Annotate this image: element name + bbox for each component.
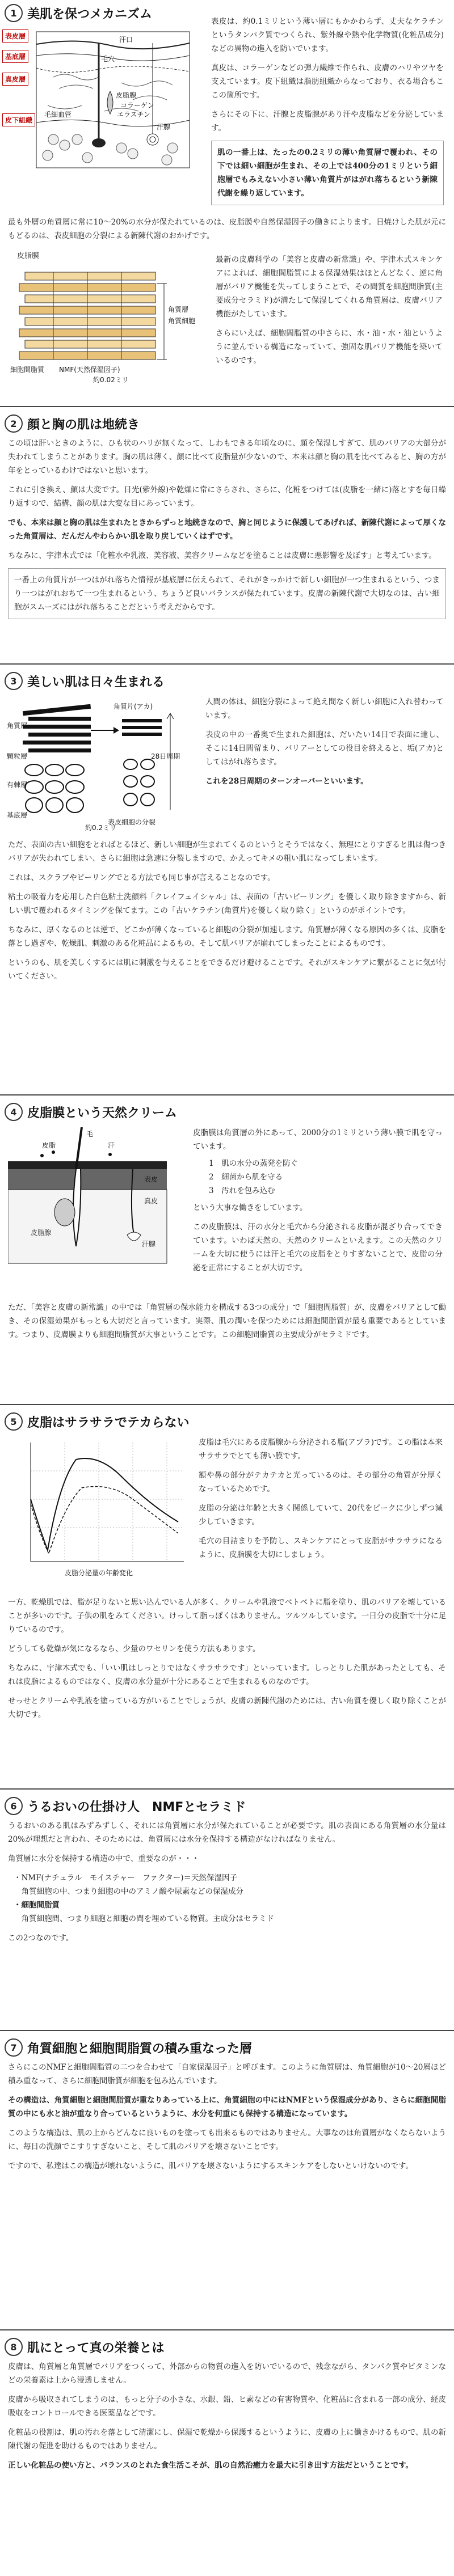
paragraph: 一方、乾燥肌では、脂が足りないと思い込んでいる人が多く、クリームや乳液でベトベトに脂を塗り、肌のバリアを壊していることが多いのです。子供の肌をみてください。けっして脂っぽくはありません。ツルツルしています。一日分の皮脂で十分に足りているのです。 bbox=[8, 1598, 446, 1634]
paragraph: 皮膚は、角質層と角質層でバリアをつくって、外部からの物質の進入を防いでいるので、残念ながら、タンパク質やビタミンなどの栄養素は上から浸透しません。 bbox=[8, 2362, 446, 2385]
function-list bbox=[193, 1157, 443, 1198]
s3-body bbox=[0, 838, 454, 989]
section-number: 8 bbox=[5, 2338, 23, 2356]
divider bbox=[0, 406, 454, 407]
paragraph: ただ、表面の古い細胞をとればとるほど、新しい細胞が生まれてくるのというとそうではなく、無理にとりすぎると肌は傷つきバリアが失われてしまい、さらに細胞は急速に分裂しますので、かえってキメの粗い肌になってしまいます。 bbox=[8, 840, 446, 863]
divider bbox=[0, 663, 454, 665]
paragraph: 表皮は、約0.1ミリという薄い層にもかかわらず、丈夫なケラチンというタンパク質でつくられ、紫外線や熱や化学物質(化粧品成分)などの異物の進入を防いでいます。 bbox=[211, 17, 444, 53]
paragraph: 表皮の中の一番奥で生まれた細胞は、だいたい14日で表面に達し、そこに14日間留まり、バリアーとしての役目を終えると、垢(アカ)としてはがれ落ちます。 bbox=[205, 730, 444, 767]
paragraph: さらにこのNMFと細胞間脂質の二つを合わせて「自家保湿因子」と呼びます。このように角質層は、角質細胞が10〜20層ほど積み重なって、さらに細胞間脂質が細胞を包み込んでいます。 bbox=[8, 2063, 446, 2086]
section-title: 角質細胞と細胞間脂質の積み重なった層 bbox=[27, 2041, 253, 2056]
list-item: ・NMF(ナチュラル モイスチャー ファクター)＝天然保湿因子 bbox=[14, 1873, 237, 1883]
paragraph: 粘土の吸着力を応用した白色粘土洗顔料「クレイフェイシャル」は、表面の「古いピーリング」を優しく取り除きますから、新しい肌で覆われるタイミングを保てます。この「古いケラチン(角質片)を優しく取り除く」というのがポイントです。 bbox=[8, 892, 446, 915]
label-nmf: NMF(天然保湿因子) bbox=[59, 366, 120, 374]
paragraph: これを28日周期のターンオーバーといいます。 bbox=[205, 777, 368, 786]
s5-side-text bbox=[199, 1436, 443, 1562]
paragraph: 最新の皮膚科学の「美容と皮膚の新常識」や、宇津木式スキンケアによれば、細胞間脂質による保湿効果はほとんどなく、逆に角層がバリア機能を失ってしまうことで、その間質を細胞間脂質(主要成分セラミド)が満たして保湿してくれる角質層は、皮膚バリア機能がたしています。 bbox=[216, 255, 443, 319]
section-header bbox=[0, 1793, 454, 1819]
paragraph: ちなみに、宇津木式でも、「いい肌はしっとりではなくサラサラです」といっています。しっとりした肌があったとしても、それは皮脂によるものではなく、皮膚の水分量が十分にあることで生まれるものなのです。 bbox=[8, 1664, 446, 1686]
section-3 bbox=[0, 668, 454, 981]
label-thickness: 約0.2ミリ bbox=[85, 824, 117, 832]
tag-basal-layer: 基底層 bbox=[2, 50, 28, 63]
paragraph: うるおいのある肌はみずみずしく、それには角質層に水分が保たれていることが必要です。肌の表面にある角質層の水分量は20%が理想だと言われ、そのためには、角質層には水分を保持する構造がなければなりません。 bbox=[8, 1821, 446, 1844]
label-corneocyte: 角質細胞 bbox=[168, 317, 196, 325]
section-title: うるおいの仕掛け人 NMFとセラミド bbox=[27, 1800, 246, 1814]
paragraph: どうしても乾燥が気になるなら、少量のワセリンを使う方法もあります。 bbox=[8, 1644, 260, 1653]
label-hair: 毛 bbox=[86, 1130, 94, 1138]
label-sebaceous-gland: 皮脂腺 bbox=[116, 91, 137, 99]
label-elastin: エラスチン bbox=[117, 111, 150, 119]
paragraph: 角質層に水分を保持する構造の中で、重要なのが・・・ bbox=[8, 1854, 200, 1863]
s5-body bbox=[0, 1596, 454, 1727]
highlight-box: 肌の一番上は、たったの0.2ミリの薄い角質層で覆われ、その下では細い細胞が生まれ、その上では400分の1ミリという細胞層でもみえない小さい薄い角質片がはがれ落ちるという新陳代謝を繰り返しています。 bbox=[211, 141, 444, 205]
paragraph: 皮膚から吸収されてしまうのは、もっと分子の小さな、水銀、鉛、ヒ素などの有害物質や、化粧品に含まれる一部の成分、経皮吸収をコントロールできる医薬品などです。 bbox=[8, 2395, 446, 2418]
s4-side-text bbox=[193, 1126, 443, 1275]
section-5 bbox=[0, 1408, 454, 1719]
label-thickness: 約0.02ミリ bbox=[93, 376, 129, 384]
list-item: 2 細菌から肌を守る bbox=[209, 1173, 283, 1182]
label-flake: 角質片(アカ) bbox=[114, 703, 153, 710]
paragraph: この頃は肝いときのように、ひも状のハリが無くなって、しわもできる年頃なのに、顔を保湿しすぎて、肌のバリアの大部分が失われてしまうことがあります。胸の肌は薄く、顔に比べて皮脂量が少ないので、本来は顔と胸の肌を比べてみると、胸の方が年をとっているわけではないと思います。 bbox=[8, 439, 446, 475]
section-8 bbox=[0, 2334, 454, 2478]
divider bbox=[0, 1788, 454, 1790]
label-epidermis: 表皮 bbox=[144, 1175, 158, 1183]
s3-side-text bbox=[205, 695, 444, 788]
label-collagen: コラーゲン bbox=[120, 101, 154, 109]
skin-cross-section-illustration bbox=[31, 26, 201, 174]
paragraph: 額や鼻の部分がテカテカと光っているのは、その部分の角質が分厚くなっているためです。 bbox=[199, 1471, 443, 1494]
list-item: 角質細胞の中、つまり細胞の中のアミノ酸や尿素などの保湿成分 bbox=[14, 1887, 243, 1896]
s1-side-text-2 bbox=[216, 253, 443, 367]
label-spinous-layer: 有棘層 bbox=[7, 781, 28, 789]
label-sebaceous-gland: 皮脂腺 bbox=[31, 1229, 52, 1237]
section-1 bbox=[0, 0, 454, 384]
section-title: 美肌を保つメカニズム bbox=[27, 7, 153, 22]
paragraph: 人間の体は、細胞分裂によって絶え間なく新しい細胞に入れ替わっています。 bbox=[205, 697, 444, 720]
list-item: ・細胞間脂質 bbox=[14, 1901, 60, 1910]
label-28-day-cycle: 28日周期 bbox=[151, 752, 180, 760]
paragraph: ちなみに、厚くなるのとは逆で、どこかが薄くなっていると細胞の分裂が加速します。角質層が薄くなる原因の多くは、皮脂を落とし過ぎや、乾燥肌、刺激のある化粧品によるもの、そして肌バリアが崩れてしまったことによるものです。 bbox=[8, 925, 446, 948]
section-header bbox=[0, 1408, 454, 1435]
label-dermis: 真皮 bbox=[144, 1197, 158, 1205]
label-basal-layer: 基底層 bbox=[7, 811, 28, 819]
paragraph: 正しい化粧品の使い方と、バランスのとれた食生活こそが、肌の自然治癒力を最大に引き出す方法だということです。 bbox=[8, 2461, 414, 2470]
section-header bbox=[0, 411, 454, 437]
tag-epidermis: 表皮層 bbox=[2, 29, 28, 43]
section-title: 肌にとって真の栄養とは bbox=[27, 2341, 165, 2355]
sebum-film-illustration bbox=[8, 1127, 178, 1269]
section-number: 6 bbox=[5, 1797, 23, 1815]
paragraph: ちなみに、宇津木式では「化粧水や乳液、美容液、美容クリームなどを塗ることは皮膚に悪影響を及ぼす」と考えています。 bbox=[8, 551, 436, 560]
label-sweat-gland: 汗腺 bbox=[142, 1240, 156, 1248]
section-header bbox=[0, 1099, 454, 1125]
paragraph: 毛穴の目詰まりを予防し、スキンケアにとって皮脂がサラサラになるように、皮脂膜を大切にしましょう。 bbox=[199, 1537, 443, 1559]
paragraph: 皮脂の分泌は年齢と大きく関係していて、20代をピークに少しずつ減少していきます。 bbox=[199, 1504, 443, 1526]
section-number: 7 bbox=[5, 2038, 23, 2057]
paragraph: ただ、「美容と皮膚の新常識」の中では「角質層の保水能力を構成する3つの成分」で「細胞間脂質」が、皮膚をバリアとして働き、その保湿効果がもっとも大切だと言っています。実際、肌の潤いを保つためには細胞間脂質が最も重要であるとしています。つまり、皮膚膜よりも細胞間脂質が大事ということです。この細胞間脂質の主要成分がセラミドです。 bbox=[8, 1303, 446, 1339]
turnover-illustration bbox=[6, 696, 187, 832]
section-title: 皮脂はサラサラでテカらない bbox=[27, 1415, 190, 1430]
divider bbox=[0, 1094, 454, 1095]
paragraph: ですので、私達はこの構造が壊れないように、肌バリアを壊さないようにするスキンケアをしないといけないのです。 bbox=[8, 2162, 413, 2171]
paragraph: でも、本来は顔と胸の肌は生まれたときからずっと地続きなので、胸と同じように保護してあげれば、新陳代謝によって厚くなった角質層は、だんだんやわらかい肌を取り戻していくはずです。 bbox=[8, 518, 446, 541]
list-item: 角質細胞間、つまり細胞と細胞の間を埋めている物質。主成分はセラミド bbox=[14, 1914, 274, 1923]
list-item: 3 汚れを包み込む bbox=[209, 1186, 275, 1195]
paragraph: その構造は、角質細胞と細胞間脂質が重なりあっている上に、角質細胞の中にはNMFという保湿成分があり、さらに細胞間脂質の中にも水と油が重なり合っているというように、水分を何重にも保持する構造になっています。 bbox=[8, 2096, 446, 2118]
sebum-age-graph bbox=[8, 1437, 190, 1584]
section-2 bbox=[0, 411, 454, 625]
label-stratum-corneum: 角質層 bbox=[168, 306, 189, 314]
paragraph: せっせとクリームや乳液を塗っている方がいることでしょうが、皮膚の新陳代謝のためには、古い角質を優しく取り除くことが大切です。 bbox=[8, 1697, 446, 1719]
tag-subcutaneous: 皮下組織 bbox=[2, 113, 35, 126]
label-sebum: 皮脂 bbox=[42, 1141, 56, 1149]
section-number: 2 bbox=[5, 414, 23, 433]
divider bbox=[0, 2329, 454, 2330]
paragraph: さらにいえば、細胞間脂質の中さらに、水・油・水・油というように並んでいる構造になっていて、強固な肌バリア機能を築いているのです。 bbox=[216, 329, 443, 365]
divider bbox=[0, 1404, 454, 1405]
section-number: 5 bbox=[5, 1412, 23, 1431]
label-cell-division: 表皮細胞の分裂 bbox=[108, 818, 156, 826]
paragraph: 最も外層の角質層に常に10〜20%の水分が保たれているのは、皮脂膜や自然保湿因子の働きによります。日焼けした肌が元にもどるのは、表皮細胞の分裂による新陳代謝のおかげです。 bbox=[8, 218, 446, 240]
fig2-top-label: 皮脂膜 bbox=[17, 252, 40, 260]
section-title: 皮脂膜という天然クリーム bbox=[27, 1106, 178, 1120]
section-number: 3 bbox=[5, 672, 23, 690]
paragraph: 皮脂は毛穴にある皮脂腺から分泌される脂(アブラ)です。この脂は本来サラサラでとても薄い膜です。 bbox=[199, 1438, 443, 1461]
paragraph: 皮脂膜は角質層の外にあって、2000分の1ミリという薄い膜で肌を守っています。 bbox=[193, 1128, 443, 1151]
paragraph: 化粧品の役割は、肌の汚れを落として清潔にし、保湿で乾燥から保護するというように、皮膚の上に働きかけるもので、肌の新陳代謝の促進を助けるものではありません。 bbox=[8, 2428, 446, 2451]
label-granular-layer: 顆粒層 bbox=[7, 752, 28, 760]
section-title: 顔と胸の肌は地続き bbox=[27, 417, 140, 432]
highlight-box: 一番上の角質片が一つはがれ落ちた情報が基底層に伝えられて、それがきっかけで新しい細胞が一つ生まれるという、つまり一つはがれおちて一つ生まれるという、ちょうど良いバランスが保たれています。皮膚の新陳代謝で大切なのは、古い細胞がスムーズにはがれ落ちることだという考えだからです。 bbox=[8, 568, 446, 619]
stratum-corneum-illustration bbox=[8, 261, 212, 386]
tag-dermis: 真皮層 bbox=[2, 73, 28, 86]
label-sweat-gland: 汗腺 bbox=[157, 123, 171, 131]
graph-caption: 皮脂分泌量の年齢変化 bbox=[65, 1569, 133, 1577]
section-header bbox=[0, 668, 454, 694]
paragraph: という大事な働きをしています。 bbox=[193, 1203, 308, 1212]
label-capillary: 毛細血管 bbox=[44, 111, 72, 119]
paragraph: 真皮は、コラーゲンなどの弾力繊維で作られ、皮膚のハリやツヤを支えています。皮下組織は脂肪組織からなっており、衣る場合もここの箇所です。 bbox=[211, 64, 444, 100]
s1-side-text bbox=[211, 15, 444, 205]
label-sweat-pore: 汗口 bbox=[119, 36, 133, 44]
paragraph: これに引き換え、顔は大変です。日光(紫外線)や乾燥に常にさらされ、さらに、化粧をつけては(皮脂を一緒に)落とすを毎日繰り返すので、結構、顔の肌は大変な目にあっています。 bbox=[8, 485, 446, 508]
divider bbox=[0, 2030, 454, 2031]
moisture-list bbox=[8, 1871, 446, 1926]
paragraph: というのも、肌を美しくするには肌に刺激を与えることをできるだけ避けることです。それがスキンケアに繋がることに気が付いてください。 bbox=[8, 958, 446, 981]
label-intercellular-lipid: 細胞間脂質 bbox=[10, 366, 45, 374]
section-title: 美しい肌は日々生まれる bbox=[27, 675, 165, 690]
paragraph: このような構造は、肌の上からどんなに良いものを塗っても出来るものではありません。大事なのは角質層がなくならないように、毎日の洗顔でこすりすぎないこと、そして肌のバリアを壊さないことです。 bbox=[8, 2129, 446, 2151]
section-header bbox=[0, 2034, 454, 2061]
paragraph: この2つなのです。 bbox=[8, 1934, 74, 1943]
section-7 bbox=[0, 2034, 454, 2179]
list-item: 1 肌の水分の蒸発を防ぐ bbox=[209, 1159, 299, 1168]
section-4 bbox=[0, 1099, 454, 1339]
section-number: 1 bbox=[5, 4, 23, 22]
paragraph: さらにその下に、汗腺と皮脂腺があり汗や皮脂などを分泌しています。 bbox=[211, 110, 444, 133]
section-number: 4 bbox=[5, 1103, 23, 1121]
label-horny-layer: 角質層 bbox=[7, 722, 28, 730]
paragraph: これは、スクラブやピーリングでとる方法でも同じ事が言えることなのです。 bbox=[8, 873, 275, 882]
label-hair-pore: 毛穴 bbox=[101, 55, 115, 63]
label-sweat: 汗 bbox=[108, 1141, 115, 1149]
section-6 bbox=[0, 1793, 454, 1951]
paragraph: この皮脂膜は、汗の水分と毛穴から分泌される皮脂が混ざり合ってできています。いわば天然の、天然のクリームといえます。この天然のクリームを大切に使うには汗と毛穴の皮脂をとりすぎないことで、皮脂の分泌を正常にすることが大切です。 bbox=[193, 1223, 443, 1272]
section-header bbox=[0, 2334, 454, 2360]
